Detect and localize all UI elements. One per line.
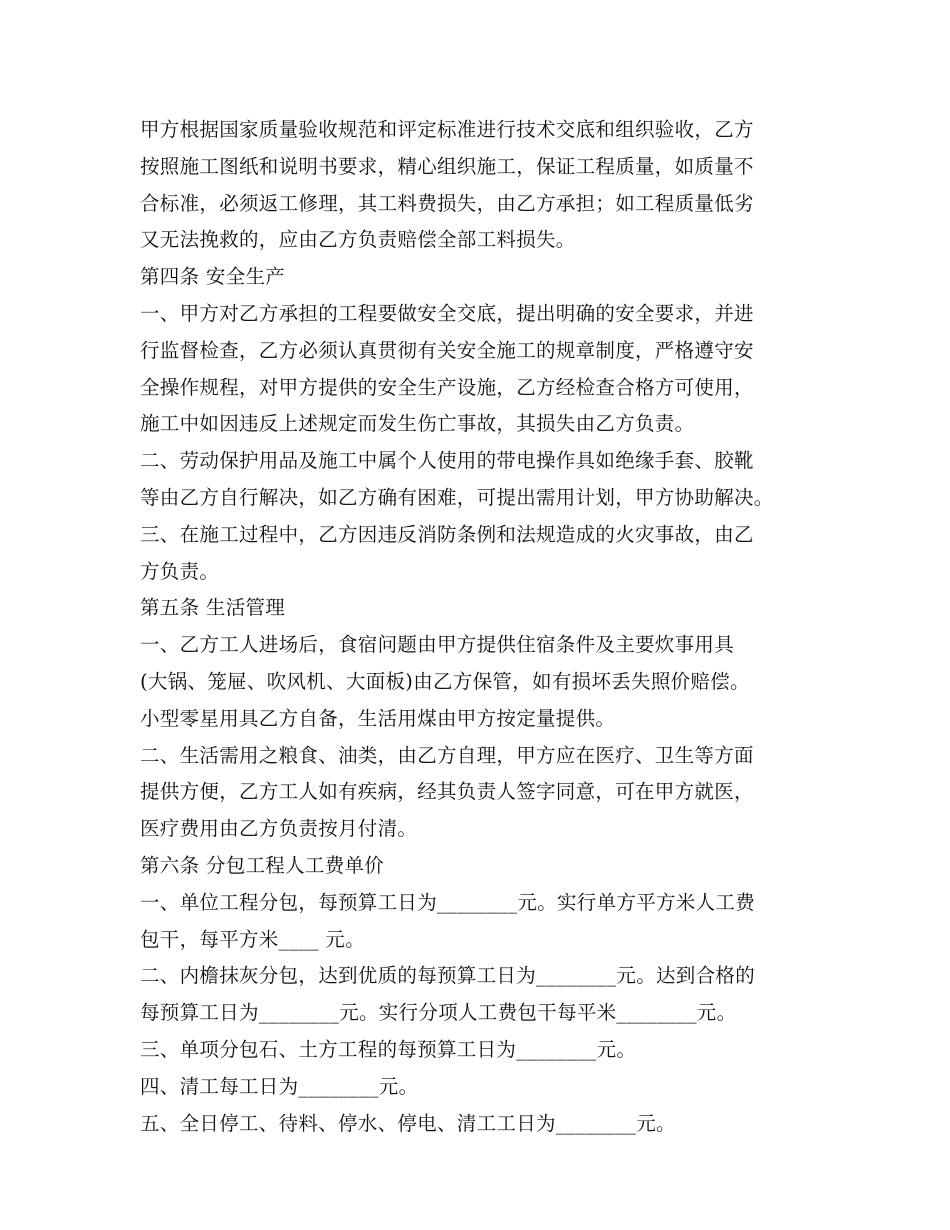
section-heading: 第六条 分包工程人工费单价 xyxy=(140,853,385,877)
paragraph-line: 医疗费用由乙方负责按月付清。 xyxy=(140,817,418,841)
paragraph-line: 小型零星用具乙方自备，生活用煤由甲方按定量提供。 xyxy=(140,706,616,730)
section-heading: 第五条 生活管理 xyxy=(140,596,286,620)
document-body xyxy=(140,112,830,1142)
paragraph-line: 等由乙方自行解决，如乙方确有困难，可提出需用计划，甲方协助解决。 xyxy=(140,485,774,509)
paragraph-line: 一、乙方工人进场后，食宿问题由甲方提供住宿条件及主要炊事用具 xyxy=(140,633,735,657)
paragraph-line: 三、在施工过程中，乙方因违反消防条例和法规造成的火灾事故，由乙 xyxy=(140,522,754,546)
paragraph-line: 全操作规程，对甲方提供的安全生产设施，乙方经检查合格方可使用， xyxy=(140,375,754,399)
paragraph-line: 提供方便，乙方工人如有疾病，经其负责人签字同意，可在甲方就医， xyxy=(140,780,754,804)
paragraph-line: 施工中如因违反上述规定而发生伤亡事故，其损失由乙方负责。 xyxy=(140,412,695,436)
paragraph-line: 四、清工每工日为________元。 xyxy=(140,1074,419,1098)
paragraph-line: 包干，每平方米____ 元。 xyxy=(140,927,365,951)
paragraph-line: 二、内檐抹灰分包，达到优质的每预算工日为________元。达到合格的 xyxy=(140,964,755,988)
paragraph-line: 一、甲方对乙方承担的工程要做安全交底，提出明确的安全要求，并进 xyxy=(140,301,754,325)
section-heading: 第四条 安全生产 xyxy=(140,265,286,289)
paragraph-line: 甲方根据国家质量验收规范和评定标准进行技术交底和组织验收，乙方 xyxy=(140,118,754,141)
paragraph-line: 二、生活需用之粮食、油类，由乙方自理，甲方应在医疗、卫生等方面 xyxy=(140,743,754,767)
paragraph-line: 二、劳动保护用品及施工中属个人使用的带电操作具如绝缘手套、胶靴 xyxy=(140,449,754,473)
paragraph-line: 合标准，必须返工修理，其工料费损失，由乙方承担；如工程质量低劣 xyxy=(140,191,754,215)
paragraph-line: 方负责。 xyxy=(140,559,220,583)
paragraph-line: 按照施工图纸和说明书要求，精心组织施工，保证工程质量，如质量不 xyxy=(140,154,754,178)
paragraph-line: 行监督检查，乙方必须认真贯彻有关安全施工的规章制度，严格遵守安 xyxy=(140,338,754,362)
paragraph-line: 一、单位工程分包，每预算工日为________元。实行单方平方米人工费 xyxy=(140,890,755,914)
paragraph-line: (大锅、笼屉、吹风机、大面板)由乙方保管，如有损坏丢失照价赔偿。 xyxy=(140,669,750,693)
paragraph-line: 又无法挽救的，应由乙方负责赔偿全部工料损失。 xyxy=(140,228,576,252)
paragraph-line: 三、单项分包石、土方工程的每预算工日为________元。 xyxy=(140,1037,637,1061)
paragraph-line: 每预算工日为________元。实行分项人工费包干每平米________元。 xyxy=(140,1001,737,1025)
paragraph-line: 五、全日停工、待料、停水、停电、清工工日为________元。 xyxy=(140,1111,676,1135)
